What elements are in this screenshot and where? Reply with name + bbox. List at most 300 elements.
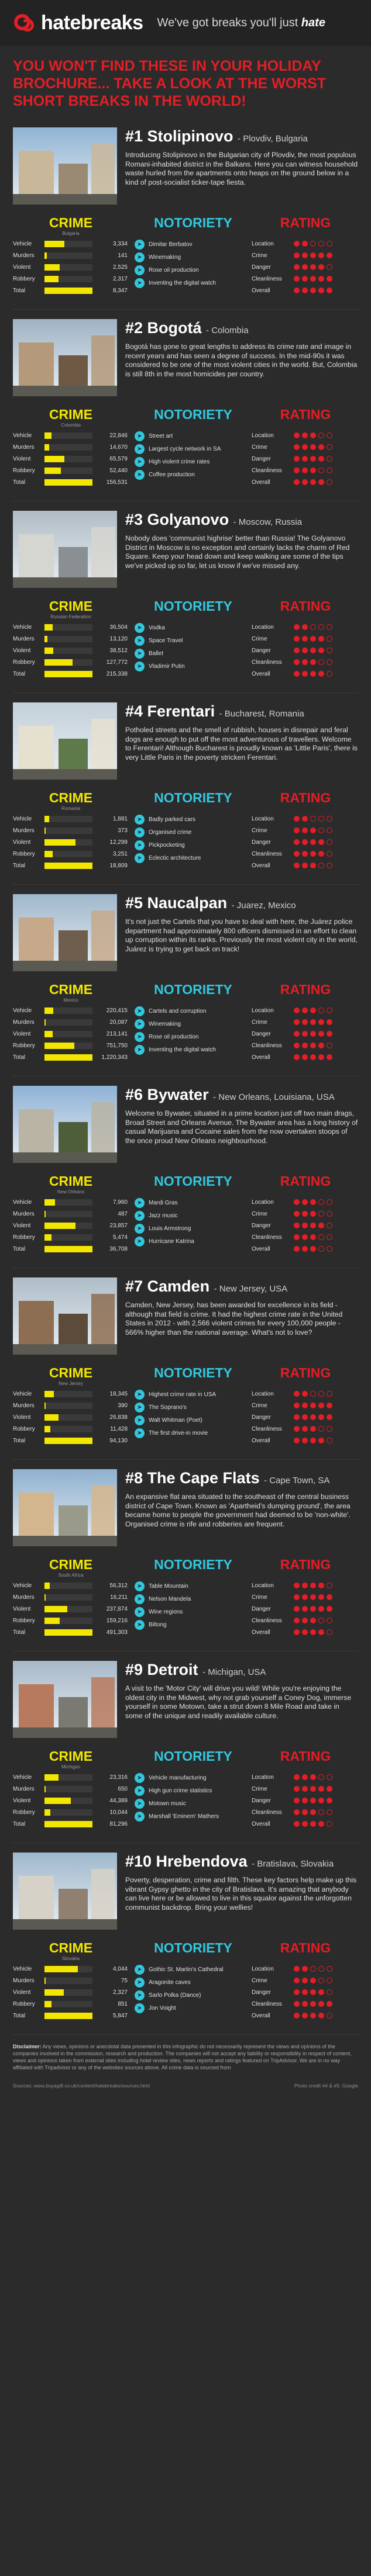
rating-dot [302,1438,308,1443]
notoriety-text: Cartels and corruption [149,1007,207,1015]
rating-dot [327,1246,332,1252]
notoriety-text: Mardi Gras [149,1199,178,1206]
crime-label: Robbery [13,1042,35,1049]
notoriety-text: Ballet [149,650,164,657]
notoriety-text: Coffee production [149,471,195,478]
crime-value: 13,120 [109,635,128,642]
crime-value: 851 [118,2000,128,2007]
crime-value: 26,838 [109,1414,128,1421]
notoriety-item [135,1810,252,1823]
crime-value: 36,504 [109,624,128,631]
rating-row [252,285,359,296]
rating-label: Location [252,1774,274,1781]
crime-label: Total [13,1245,26,1252]
rating-dot [302,671,308,677]
rating-panel [252,407,359,488]
rating-dot [294,827,300,833]
rating-label: Cleanliness [252,1234,282,1241]
crime-row [13,848,129,860]
rating-dot [294,479,300,485]
city-location: - Bucharest, Romania [219,709,304,719]
notoriety-item [135,1414,252,1427]
rating-dot [318,1043,324,1048]
rating-dot [327,1211,332,1217]
rating-row [252,668,359,680]
city-text [125,1661,358,1738]
notoriety-item [135,251,252,264]
crime-bar-track [44,1031,92,1037]
rating-dot [327,276,332,282]
crime-value: 7,960 [112,1199,128,1206]
rating-dot [302,1031,308,1037]
rating-dot [327,1618,332,1623]
rating-row [252,1626,359,1638]
crime-row [13,476,129,488]
crime-row [13,453,129,465]
rating-dot [302,432,308,438]
crime-bar [44,1786,46,1792]
rating-label: Cleanliness [252,1809,282,1816]
arrow-icon: ➤ [135,240,145,250]
notoriety-item [135,1784,252,1797]
notoriety-item [135,1388,252,1401]
notoriety-text: High gun crime statistics [149,1787,212,1794]
rating-dot [294,1414,300,1420]
crime-bar-track [44,479,92,486]
rating-dots [294,1426,335,1432]
rating-dot [318,827,324,833]
page-headline: YOU WON'T FIND THESE IN YOUR HOLIDAY BROCHURE... TAKE A LOOK AT THE WORST SHORT BREAKS IN THE WORLD! [13,58,327,109]
rating-dot [327,1234,332,1240]
rating-dot [302,1618,308,1623]
rating-dot [294,276,300,282]
crime-bar [44,1606,67,1612]
crime-bar [44,1989,64,1996]
arrow-icon: ➤ [135,840,145,850]
crime-row [13,645,129,656]
rating-dot [294,1606,300,1612]
notoriety-text: Nelson Mandela [149,1595,191,1602]
rating-dot [302,1809,308,1815]
crime-bar-track [44,1211,92,1217]
crime-bar-track [44,288,92,294]
rating-dot [327,1199,332,1205]
notoriety-panel [135,215,252,296]
notoriety-text: Winemaking [149,254,181,261]
city-stats [13,1173,358,1268]
crime-bar-track [44,1391,92,1397]
notoriety-text: Sarlo Polka (Dance) [149,1992,201,1999]
rating-dot [302,1786,308,1792]
crime-row [13,1040,129,1051]
rating-label: Overall [252,862,270,869]
rating-label: Location [252,432,274,439]
notoriety-panel [135,407,252,488]
crime-bar-track [44,468,92,474]
rating-dot [310,1594,316,1600]
rating-heading: RATING [280,1557,331,1572]
tagline [157,16,325,30]
rating-dot [318,1234,324,1240]
city-name: #7 Camden [125,1277,210,1295]
rating-dot [318,1019,324,1025]
crime-heading: CRIME [49,1365,93,1380]
rating-dots [294,2001,335,2007]
rating-label: Crime [252,252,267,259]
rating-dot [294,1234,300,1240]
city-text [125,319,358,396]
rating-dot [294,1594,300,1600]
rating-dot [318,1786,324,1792]
rating-dot [294,1031,300,1037]
city-title [125,1853,358,1873]
crime-bar [44,252,47,259]
crime-row [13,825,129,836]
rating-row [252,1998,359,2010]
rating-dot [302,636,308,642]
city-location: - New Orleans, Louisiana, USA [213,1092,335,1102]
crime-value: 12,299 [109,839,128,846]
notoriety-text: Organised crime [149,829,192,836]
rating-label: Cleanliness [252,1425,282,1432]
crime-row [13,1795,129,1806]
crime-label: Violent [13,1797,31,1804]
city-text [125,702,358,780]
rating-dot [327,1403,332,1408]
crime-row [13,1963,129,1975]
rating-dot [294,648,300,653]
crime-label: Murders [13,1594,35,1601]
notoriety-item [135,1989,252,2002]
rating-dot [310,2013,316,2018]
sources-link[interactable]: Sources: www.buyagift.co.uk/content/hatebreaks/sources.html [13,2083,150,2089]
rating-dot [327,2013,332,2018]
rating-dots [294,432,335,438]
crime-bar-track [44,1594,92,1601]
rating-dot [294,432,300,438]
rating-label: Overall [252,287,270,294]
rating-row [252,430,359,441]
rating-dot [327,1583,332,1588]
notoriety-item [135,1605,252,1618]
crime-bar [44,648,53,654]
city-name: #6 Bywater [125,1086,209,1103]
notoriety-item [135,430,252,442]
rating-heading: RATING [280,1365,331,1380]
rating-dots [294,479,335,485]
notoriety-item [135,1618,252,1631]
notoriety-item [135,1401,252,1414]
crime-value: 390 [118,1402,128,1409]
rating-dot [302,1606,308,1612]
notoriety-item [135,1963,252,1976]
rating-label: Overall [252,1437,270,1444]
city-description: A visit to the 'Motor City' will drive you wild! While you're enjoying the oldest city in the Midwest, why not grab yourself a Coney Dog, immerse yourself in some Motown, take a strut down 8 Mile Road and take in some of the unique and readily available culture. [125,1684,352,1720]
crime-label: Total [13,479,26,486]
rating-label: Location [252,815,274,822]
rating-dot [318,1583,324,1588]
city-section [0,501,371,693]
arrow-icon: ➤ [135,815,145,825]
rating-label: Location [252,1390,274,1397]
crime-row [13,1771,129,1783]
notoriety-item [135,1209,252,1222]
crime-subheading: Mexico [63,998,78,1003]
notoriety-item [135,1030,252,1043]
city-stats [13,215,358,310]
rating-dot [327,1019,332,1025]
rating-label: Cleanliness [252,467,282,474]
rating-dot [310,1966,316,1972]
rating-label: Overall [252,1245,270,1252]
rating-dot [327,1629,332,1635]
crime-bar-track [44,1426,92,1432]
crime-value: 213,141 [106,1030,128,1037]
rating-row [252,1963,359,1975]
crime-bar [44,1211,46,1217]
rating-label: Danger [252,1605,271,1612]
crime-row [13,1016,129,1028]
crime-bar-track [44,1629,92,1636]
rating-dot [318,468,324,473]
city-section [0,1843,371,2035]
rating-label: Crime [252,1785,267,1792]
crime-subheading: Slovakia [61,1956,80,1961]
rating-dot [310,839,316,845]
crime-bar [44,288,92,294]
rating-dot [318,1966,324,1972]
rating-dot [294,264,300,270]
city-title [125,894,358,915]
crime-bar-track [44,1054,92,1061]
crime-value: 2,327 [112,1989,128,1996]
crime-row [13,1208,129,1220]
rating-label: Crime [252,1402,267,1409]
rating-dots [294,1246,335,1252]
crime-bar-track [44,1414,92,1421]
rating-dot [318,2013,324,2018]
rating-heading: RATING [280,1940,331,1955]
notoriety-item [135,1580,252,1592]
crime-label: Vehicle [13,432,32,439]
crime-subheading: Michigan [61,1764,80,1770]
notoriety-item [135,2002,252,2014]
rating-dot [327,288,332,293]
notoriety-heading: NOTORIETY [154,215,232,230]
rating-dot [327,444,332,450]
rating-dot [327,1774,332,1780]
crime-label: Robbery [13,1234,35,1241]
crime-label: Murders [13,827,35,834]
notoriety-item [135,621,252,634]
rating-dot [318,1211,324,1217]
crime-row [13,261,129,273]
rating-label: Crime [252,635,267,642]
notoriety-item [135,839,252,851]
notoriety-item [135,276,252,289]
crime-bar [44,1821,92,1827]
notoriety-panel [135,1557,252,1638]
rating-dot [294,1618,300,1623]
crime-value: 4,044 [112,1965,128,1972]
city-header [13,1268,358,1355]
rating-dot [310,1606,316,1612]
crime-bar-track [44,1774,92,1781]
city-stats [13,1940,358,2035]
crime-value: 127,772 [106,659,128,666]
rating-label: Location [252,1007,274,1014]
city-stats [13,598,358,693]
rating-dots [294,839,335,845]
rating-label: Danger [252,1222,271,1229]
crime-bar-track [44,1043,92,1049]
crime-bar [44,1403,46,1409]
rating-label: Cleanliness [252,850,282,857]
notoriety-item [135,813,252,826]
rating-label: Danger [252,1030,271,1037]
city-location: - Juarez, Mexico [231,901,296,910]
notoriety-text: High violent crime rates [149,458,210,465]
rating-dot [318,1438,324,1443]
notoriety-text: Gothic St. Martin's Cathedral [149,1966,224,1973]
rating-dot [294,2013,300,2018]
city-name: #1 Stolipinovo [125,127,233,145]
crime-heading: CRIME [49,790,93,805]
rating-dots [294,1438,335,1443]
rating-dots [294,1966,335,1972]
rating-dot [310,827,316,833]
crime-bar [44,1618,60,1624]
crime-label: Vehicle [13,1965,32,1972]
crime-bar [44,839,75,846]
notoriety-text: Hurricane Katrina [149,1238,194,1245]
rating-dot [302,1403,308,1408]
rating-dot [310,1426,316,1432]
rating-dot [327,456,332,462]
rating-dot [310,1246,316,1252]
notoriety-heading: NOTORIETY [154,1557,232,1572]
rating-dot [294,624,300,630]
city-section [0,1268,371,1460]
notoriety-text: The first drive-in movie [149,1429,208,1436]
rating-dot [318,241,324,247]
rating-dot [294,288,300,293]
arrow-icon: ➤ [135,1594,145,1604]
crime-label: Violent [13,264,31,271]
rating-dots [294,1054,335,1060]
notoriety-text: Eclectic architecture [149,854,201,861]
rating-dot [294,1007,300,1013]
rating-dot [294,1629,300,1635]
crime-value: 94,130 [109,1437,128,1444]
crime-value: 215,338 [106,670,128,677]
crime-row [13,430,129,441]
city-text [125,1469,358,1546]
rating-dot [310,671,316,677]
crime-value: 10,044 [109,1809,128,1816]
crime-label: Vehicle [13,1582,32,1589]
rating-dot [327,1438,332,1443]
crime-bar-track [44,1809,92,1816]
notoriety-panel [135,982,252,1063]
rating-row [252,1208,359,1220]
rating-dot [327,1821,332,1827]
rating-row [252,1771,359,1783]
rating-dot [318,659,324,665]
crime-row [13,285,129,296]
crime-label: Murders [13,1977,35,1984]
rating-label: Cleanliness [252,1042,282,1049]
rating-dot [310,432,316,438]
crime-bar-track [44,827,92,834]
rating-dots [294,1031,335,1037]
rating-dot [310,851,316,857]
disclaimer [0,2035,371,2079]
arrow-icon: ➤ [135,636,145,646]
rating-dot [310,1583,316,1588]
rating-dot [294,671,300,677]
rating-dots [294,1019,335,1025]
rating-dot [294,444,300,450]
city-location: - Cape Town, SA [264,1476,330,1486]
city-photo [13,1469,117,1546]
crime-bar-track [44,1007,92,1014]
crime-row [13,1243,129,1255]
logo-text[interactable]: hatebreaks [41,11,143,34]
city-title [125,511,358,531]
crime-panel [13,215,129,296]
rating-dot [327,264,332,270]
crime-row [13,1580,129,1591]
rating-row [252,1603,359,1615]
crime-value: 16,211 [110,1594,128,1601]
crime-value: 22,846 [109,432,128,439]
arrow-icon: ➤ [135,1990,145,2000]
rating-dot [294,1989,300,1995]
rating-dots [294,1234,335,1240]
notoriety-panel [135,1365,252,1446]
crime-row [13,1196,129,1208]
notoriety-heading: NOTORIETY [154,407,232,422]
rating-row [252,465,359,476]
notoriety-item [135,826,252,839]
city-header [13,1843,358,1930]
rating-dot [302,1594,308,1600]
rating-label: Overall [252,2012,270,2019]
crime-label: Robbery [13,850,35,857]
crime-value: 5,474 [112,1234,128,1241]
city-photo [13,511,117,588]
rating-dot [318,636,324,642]
city-text [125,1086,358,1163]
rating-row [252,1388,359,1400]
crime-heading: CRIME [49,215,93,230]
city-location: - Michigan, USA [202,1667,266,1677]
crime-row [13,621,129,633]
rating-dot [302,816,308,822]
notoriety-text: Space Travel [149,637,183,644]
rating-dot [294,1798,300,1803]
rating-dot [327,2001,332,2007]
crime-bar-track [44,636,92,642]
crime-bar [44,479,92,486]
crime-value: 2,317 [112,275,128,282]
crime-label: Violent [13,1030,31,1037]
notoriety-text: Vehicle manufacturing [149,1774,207,1781]
crime-bar [44,1043,74,1049]
city-stats [13,982,358,1076]
arrow-icon: ➤ [135,1224,145,1234]
